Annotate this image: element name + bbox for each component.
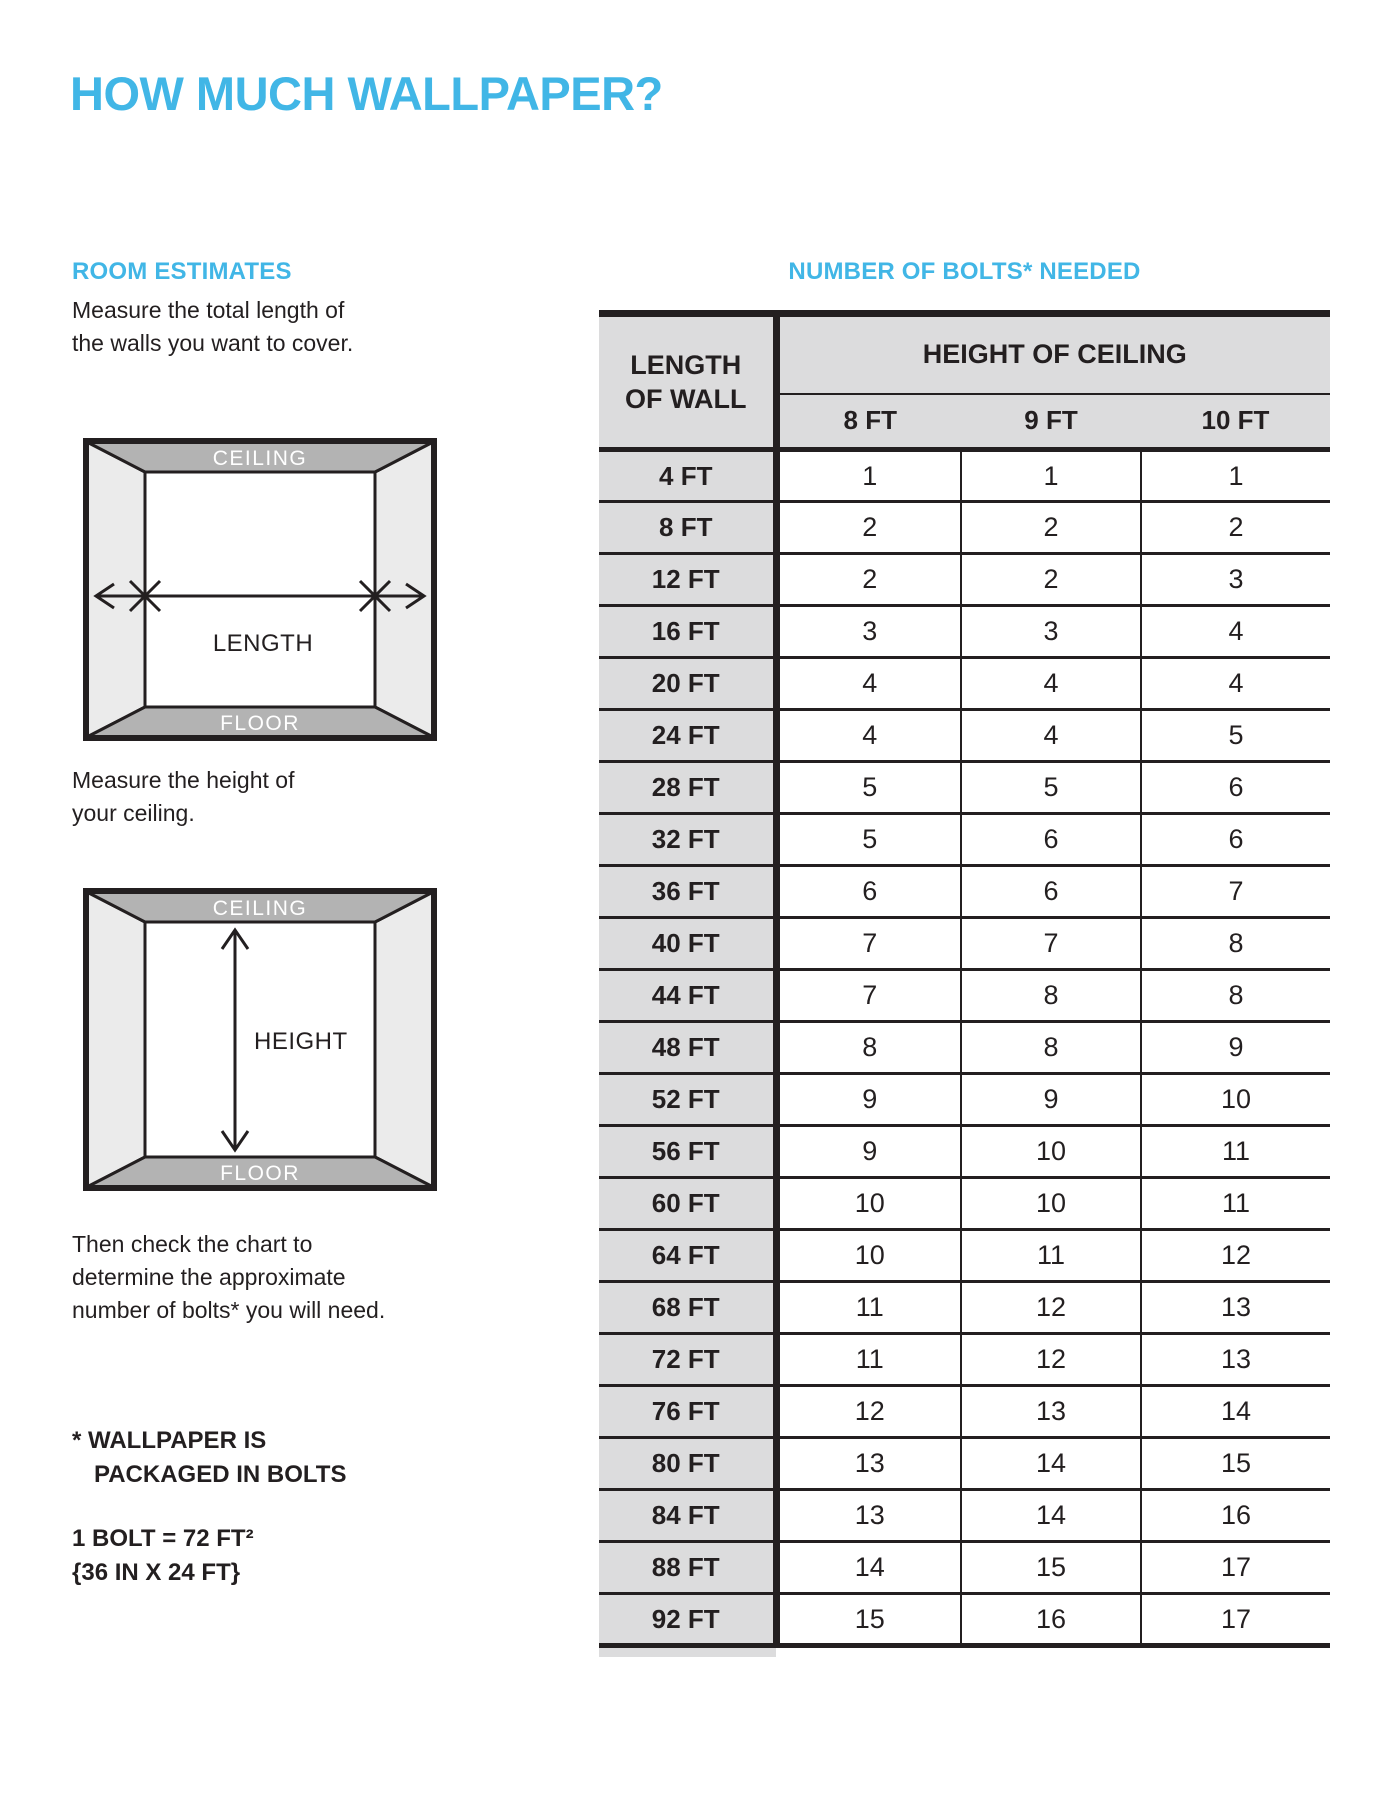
footnote-line: * WALLPAPER IS [72, 1427, 267, 1454]
row-length-label: 8 FT [599, 502, 776, 554]
bolt-count-cell: 8 [776, 1022, 961, 1074]
bolt-count-cell: 13 [961, 1386, 1141, 1438]
bolt-count-cell: 2 [961, 502, 1141, 554]
row-length-label: 20 FT [599, 658, 776, 710]
table-row [599, 1230, 1330, 1282]
row-length-label: 24 FT [599, 710, 776, 762]
row-length-label: 16 FT [599, 606, 776, 658]
left-wall-shape [87, 442, 145, 737]
bolt-count-cell: 8 [961, 970, 1141, 1022]
table-row [599, 502, 1330, 554]
table-row [599, 710, 1330, 762]
bolt-count-cell: 9 [961, 1074, 1141, 1126]
bolt-count-cell: 8 [1141, 918, 1330, 970]
bolt-count-cell: 16 [961, 1594, 1141, 1646]
row-length-label: 48 FT [599, 1022, 776, 1074]
table-title: NUMBER OF BOLTS* NEEDED [788, 258, 1141, 285]
bolt-count-cell: 12 [776, 1386, 961, 1438]
instruction-step-3 [72, 1228, 385, 1327]
row-length-label: 28 FT [599, 762, 776, 814]
bolt-count-cell: 15 [961, 1542, 1141, 1594]
bolt-spec-line: 1 BOLT = 72 FT² [72, 1525, 254, 1552]
bolt-count-cell: 6 [961, 866, 1141, 918]
bolt-count-cell: 17 [1141, 1594, 1330, 1646]
bolt-count-cell: 11 [776, 1334, 961, 1386]
table-row [599, 606, 1330, 658]
table-row [599, 866, 1330, 918]
table-row [599, 1178, 1330, 1230]
bolt-count-cell: 9 [1141, 1022, 1330, 1074]
instruction-line: Then check the chart to [72, 1231, 313, 1257]
bolt-count-cell: 10 [961, 1178, 1141, 1230]
bolt-count-cell: 3 [961, 606, 1141, 658]
bolt-count-cell: 2 [1141, 502, 1330, 554]
column-header-8ft: 8 FT [776, 394, 961, 450]
floor-label: FLOOR [220, 1162, 300, 1185]
table-row [599, 450, 1330, 502]
bolt-spec [72, 1522, 254, 1590]
bolt-count-cell: 14 [1141, 1386, 1330, 1438]
bolt-count-cell: 12 [961, 1334, 1141, 1386]
floor-label: FLOOR [220, 712, 300, 735]
bolt-count-cell: 7 [961, 918, 1141, 970]
table-row [599, 1126, 1330, 1178]
bolt-count-cell: 3 [776, 606, 961, 658]
row-length-label: 60 FT [599, 1178, 776, 1230]
row-length-label: 84 FT [599, 1490, 776, 1542]
row-length-label: 56 FT [599, 1126, 776, 1178]
bolt-count-cell: 11 [961, 1230, 1141, 1282]
left-wall-shape [87, 892, 145, 1187]
bolt-count-cell: 5 [776, 762, 961, 814]
row-length-label: 88 FT [599, 1542, 776, 1594]
bolt-count-cell: 4 [776, 658, 961, 710]
table-row [599, 1594, 1330, 1646]
bolt-count-cell: 13 [1141, 1334, 1330, 1386]
table-row [599, 814, 1330, 866]
bolt-count-cell: 4 [961, 658, 1141, 710]
bolt-count-cell: 13 [776, 1490, 961, 1542]
instruction-line: determine the approximate [72, 1264, 346, 1290]
table-row [599, 1386, 1330, 1438]
bolt-count-cell: 16 [1141, 1490, 1330, 1542]
bolt-count-cell: 12 [961, 1282, 1141, 1334]
bolt-count-cell: 1 [1141, 450, 1330, 502]
bolt-count-cell: 11 [776, 1282, 961, 1334]
row-length-label: 76 FT [599, 1386, 776, 1438]
bolt-count-cell: 12 [1141, 1230, 1330, 1282]
bolt-count-cell: 14 [961, 1438, 1141, 1490]
bolt-spec-line: {36 IN X 24 FT} [72, 1559, 241, 1586]
bolt-count-cell: 4 [1141, 658, 1330, 710]
bolt-count-cell: 8 [1141, 970, 1330, 1022]
bolt-count-cell: 8 [961, 1022, 1141, 1074]
row-length-label: 80 FT [599, 1438, 776, 1490]
bolt-count-cell: 6 [1141, 814, 1330, 866]
length-measure-label: LENGTH [212, 630, 314, 657]
table-row [599, 1022, 1330, 1074]
row-header-length-of-wall [599, 314, 776, 450]
row-length-label: 64 FT [599, 1230, 776, 1282]
row-header-line: OF WALL [625, 384, 747, 414]
bolt-count-cell: 5 [961, 762, 1141, 814]
bolt-count-cell: 13 [776, 1438, 961, 1490]
bolt-count-cell: 10 [961, 1126, 1141, 1178]
instruction-step-1 [72, 294, 353, 360]
bolt-count-cell: 7 [776, 918, 961, 970]
column-header-9ft: 9 FT [961, 394, 1141, 450]
bolt-count-cell: 7 [1141, 866, 1330, 918]
table-row [599, 1334, 1330, 1386]
row-length-label: 68 FT [599, 1282, 776, 1334]
bolt-count-cell: 7 [776, 970, 961, 1022]
instruction-step-2 [72, 764, 294, 830]
bolt-count-cell: 15 [776, 1594, 961, 1646]
ceiling-label: CEILING [212, 447, 308, 470]
instruction-line: your ceiling. [72, 800, 195, 826]
right-wall-shape [375, 442, 433, 737]
table-row [599, 762, 1330, 814]
table-footer-stub [599, 1648, 776, 1657]
instruction-line: the walls you want to cover. [72, 330, 354, 356]
table-row [599, 1282, 1330, 1334]
bolt-count-cell: 2 [776, 554, 961, 606]
column-group-header-height-of-ceiling: HEIGHT OF CEILING [776, 314, 1330, 394]
bolt-count-cell: 17 [1141, 1542, 1330, 1594]
bolts-needed-table [599, 310, 1330, 1648]
bolt-count-cell: 1 [776, 450, 961, 502]
bolt-count-cell: 4 [776, 710, 961, 762]
row-header-line: LENGTH [630, 350, 742, 380]
wallpaper-footnote [72, 1424, 346, 1492]
bolt-count-cell: 4 [961, 710, 1141, 762]
bolt-count-cell: 5 [1141, 710, 1330, 762]
bolt-count-cell: 6 [1141, 762, 1330, 814]
bolt-count-cell: 14 [961, 1490, 1141, 1542]
column-header-10ft: 10 FT [1141, 394, 1330, 450]
table-row [599, 970, 1330, 1022]
bolt-count-cell: 4 [1141, 606, 1330, 658]
instruction-line: Measure the total length of [72, 297, 345, 323]
bolt-count-cell: 6 [776, 866, 961, 918]
bolt-count-cell: 2 [776, 502, 961, 554]
row-length-label: 72 FT [599, 1334, 776, 1386]
bolt-count-cell: 1 [961, 450, 1141, 502]
row-length-label: 40 FT [599, 918, 776, 970]
height-measure-label: HEIGHT [254, 1028, 348, 1055]
table-row [599, 658, 1330, 710]
bolts-table-container [599, 310, 1330, 1657]
row-length-label: 44 FT [599, 970, 776, 1022]
table-row [599, 554, 1330, 606]
ceiling-label: CEILING [212, 897, 308, 920]
bolt-count-cell: 11 [1141, 1178, 1330, 1230]
bolt-count-cell: 15 [1141, 1438, 1330, 1490]
back-wall-shape [145, 472, 375, 707]
room-length-diagram [83, 438, 437, 741]
table-row [599, 1542, 1330, 1594]
bolt-count-cell: 10 [776, 1178, 961, 1230]
bolt-count-cell: 6 [961, 814, 1141, 866]
row-length-label: 32 FT [599, 814, 776, 866]
instruction-line: Measure the height of [72, 767, 295, 793]
row-length-label: 12 FT [599, 554, 776, 606]
row-length-label: 36 FT [599, 866, 776, 918]
bolt-count-cell: 10 [776, 1230, 961, 1282]
bolt-count-cell: 14 [776, 1542, 961, 1594]
page-title: HOW MUCH WALLPAPER? [70, 67, 663, 120]
bolt-count-cell: 9 [776, 1126, 961, 1178]
bolt-count-cell: 2 [961, 554, 1141, 606]
table-row [599, 1438, 1330, 1490]
row-length-label: 4 FT [599, 450, 776, 502]
footnote-line: PACKAGED IN BOLTS [94, 1461, 347, 1488]
table-row [599, 918, 1330, 970]
table-row [599, 1074, 1330, 1126]
bolt-count-cell: 9 [776, 1074, 961, 1126]
bolt-count-cell: 11 [1141, 1126, 1330, 1178]
table-row [599, 1490, 1330, 1542]
bolt-count-cell: 13 [1141, 1282, 1330, 1334]
instruction-line: number of bolts* you will need. [72, 1297, 386, 1323]
table-header-row-1 [599, 314, 1330, 394]
right-wall-shape [375, 892, 433, 1187]
bolt-count-cell: 3 [1141, 554, 1330, 606]
bolt-count-cell: 5 [776, 814, 961, 866]
row-length-label: 52 FT [599, 1074, 776, 1126]
ceiling-height-diagram [83, 888, 437, 1191]
row-length-label: 92 FT [599, 1594, 776, 1646]
bolt-count-cell: 10 [1141, 1074, 1330, 1126]
section-heading-room-estimates: ROOM ESTIMATES [72, 258, 292, 285]
